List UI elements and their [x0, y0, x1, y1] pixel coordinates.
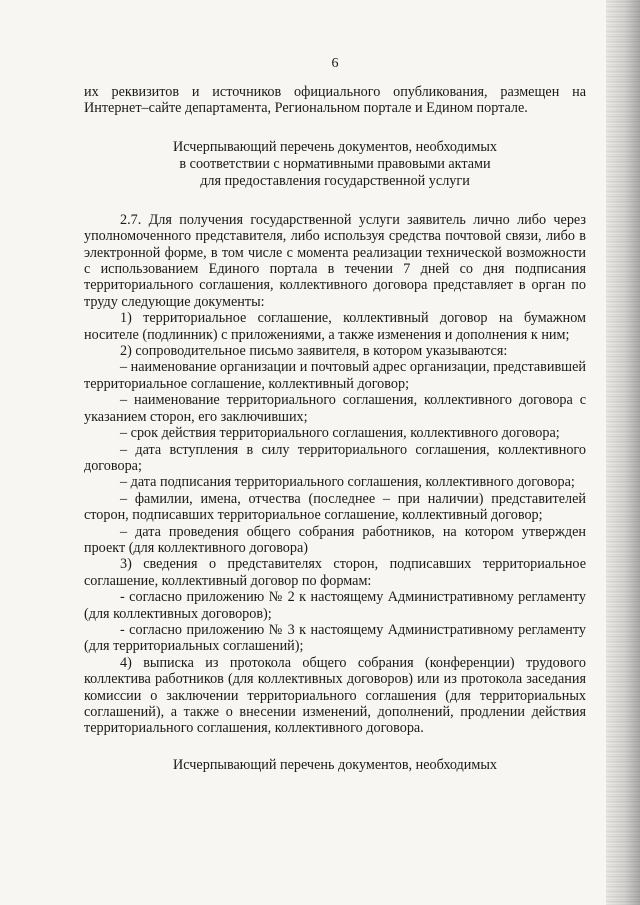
section-heading-line: Исчерпывающий перечень документов, необходимых: [173, 138, 497, 155]
sub-item-appendix-2: - согласно приложению № 2 к настоящему Административному регламенту (для коллективных договоров);: [84, 589, 586, 622]
list-item-2: 2) сопроводительное письмо заявителя, в котором указываются:: [120, 343, 508, 360]
dash-item-term: – срок действия территориального соглашения, коллективного договора;: [120, 425, 560, 442]
document-page: [84, 56, 586, 774]
paragraph-2-7: 2.7. Для получения государственной услуги заявитель лично либо через уполномоченного представителя, либо используя средства почтовой связи, либо в электронной форме, в том числе с момента реализации технической возможности с использованием Единого портала в течении 7 дней со дня подписания территориального соглашения, коллективного договора представляет в орган по труду следующие документы:: [84, 211, 586, 310]
intro-paragraph: их реквизитов и источников официального опубликования, размещен на Интернет–сайте департамента, Региональном портале и Едином портале.: [84, 84, 586, 117]
scan-edge-shadow: [606, 0, 640, 905]
section-heading: [84, 139, 586, 190]
list-item-4: 4) выписка из протокола общего собрания (конференции) трудового коллектива работников (для коллективных договоров) или из протокола заседания комиссии о заключении территориального соглашения (для территориальных соглашений), а также о внесении изменений, дополнений, продлении действия территориального соглашения, коллективного договора.: [84, 654, 586, 737]
page-number: 6: [331, 56, 339, 71]
trailing-heading: Исчерпывающий перечень документов, необходимых: [173, 756, 497, 773]
dash-item-representatives: – фамилии, имена, отчества (последнее – при наличии) представителей сторон, подписавших территориальное соглашение, коллективный договор;: [84, 490, 586, 524]
section-heading-line: для предоставления государственной услуги: [200, 172, 470, 189]
sub-item-appendix-3: - согласно приложению № 3 к настоящему Административному регламенту (для территориальных соглашений);: [84, 621, 586, 655]
dash-item-agreement-name: – наименование территориального соглашения, коллективного договора с указанием сторон, его заключивших;: [84, 392, 586, 425]
section-heading-line: в соответствии с нормативными правовыми актами: [179, 155, 491, 172]
dash-item-effective-date: – дата вступления в силу территориального соглашения, коллективного договора;: [84, 441, 586, 474]
list-item-3: 3) сведения о представителях сторон, подписавших территориальное соглашение, коллективный договор по формам:: [84, 556, 586, 589]
dash-item-organization: – наименование организации и почтовый адрес организации, представившей территориальное соглашение, коллективный договор;: [84, 359, 586, 392]
list-item-1: 1) территориальное соглашение, коллективный договор на бумажном носителе (подлинник) с приложениями, а также изменения и дополнения к ним;: [84, 310, 586, 343]
dash-item-signing-date: – дата подписания территориального соглашения, коллективного договора;: [120, 474, 575, 491]
dash-item-meeting-date: – дата проведения общего собрания работников, на котором утвержден проект (для коллективного договора): [84, 523, 586, 556]
